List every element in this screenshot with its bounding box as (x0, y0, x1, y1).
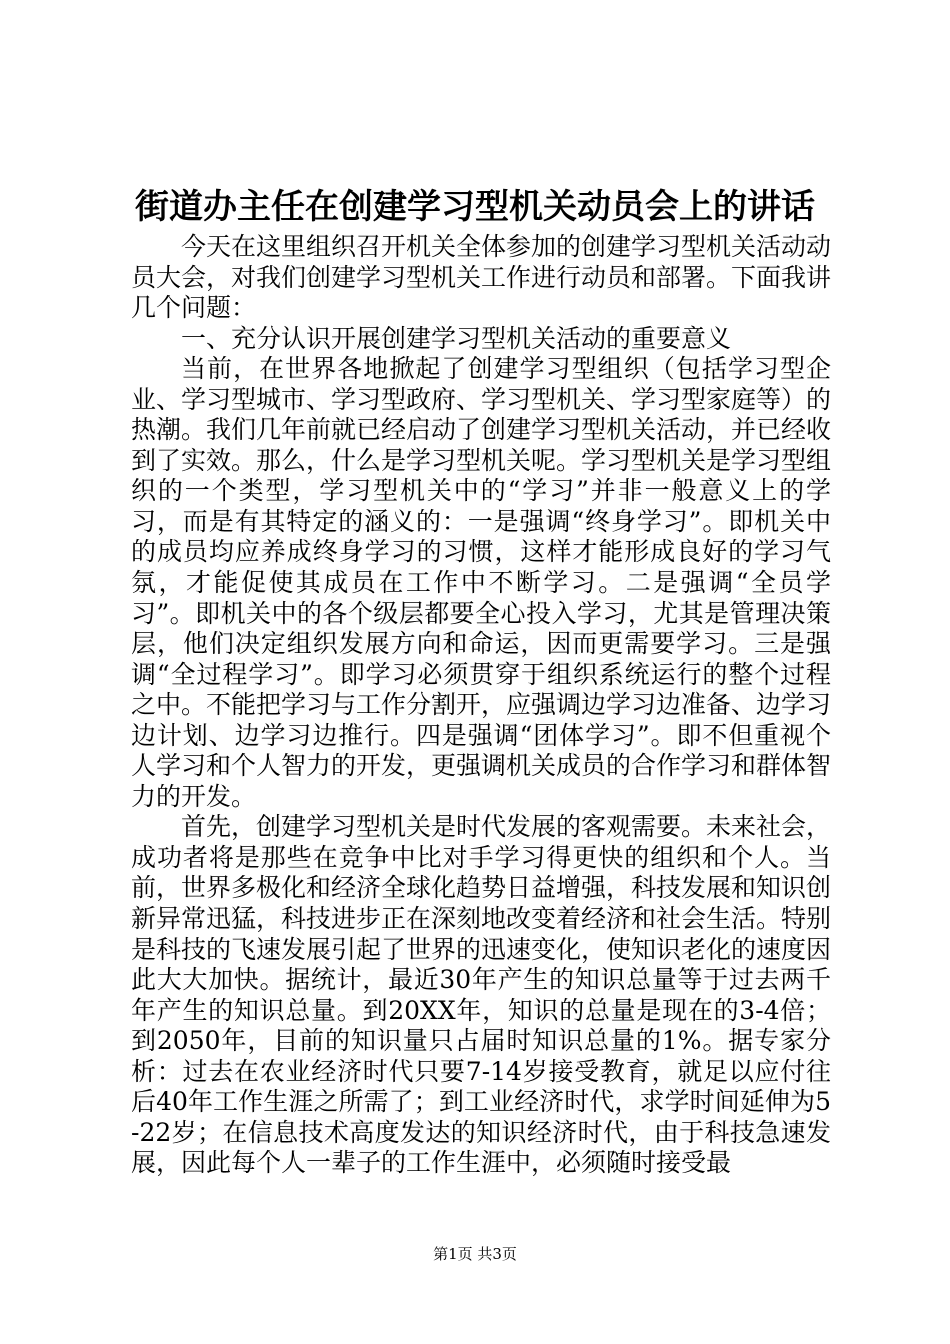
paragraph-era-development: 首先，创建学习型机关是时代发展的客观需要。未来社会，成功者将是那些在竞争中比对手学习得更快的组织和个人。当前，世界多极化和经济全球化趋势日益增强，科技发展和知识创新异常迅猛，科技进步正在深刻地改变着经济和社会生活。特别是科技的飞速发展引起了世界的迅速变化，使知识老化的速度因此大大加快。据统计，最近30年产生的知识总量等于过去两千年产生的知识总量。到20XX年，知识的总量是现在的3-4倍；到2050年，目前的知识量只占届时知识总量的1%。据专家分析：过去在农业经济时代只要7-14岁接受教育，就足以应付往后40年工作生涯之所需了；到工业经济时代，求学时间延伸为5-22岁；在信息技术高度发达的知识经济时代，由于科技急速发展，因此每个人一辈子的工作生涯中，必须随时接受最 (131, 812, 832, 1178)
document-title: 街道办主任在创建学习型机关动员会上的讲话 (135, 187, 815, 227)
paragraph-intro: 今天在这里组织召开机关全体参加的创建学习型机关活动动员大会，对我们创建学习型机关工作进行动员和部署。下面我讲几个问题： (131, 232, 832, 323)
paragraph-learning-organization: 当前，在世界各地掀起了创建学习型组织（包括学习型企业、学习型城市、学习型政府、学习型机关、学习型家庭等）的热潮。我们几年前就已经启动了创建学习型机关活动，并已经收到了实效。那么，什么是学习型机关呢。学习型机关是学习型组织的一个类型，学习型机关中的“学习”并非一般意义上的学习，而是有其特定的涵义的：一是强调“终身学习”。即机关中的成员均应养成终身学习的习惯，这样才能形成良好的学习气氛，才能促使其成员在工作中不断学习。二是强调“全员学习”。即机关中的各个级层都要全心投入学习，尤其是管理决策层，他们决定组织发展方向和命运，因而更需要学习。三是强调“全过程学习”。即学习必须贯穿于组织系统运行的整个过程之中。不能把学习与工作分割开，应强调边学习边准备、边学习边计划、边学习边推行。四是强调“团体学习”。即不但重视个人学习和个人智力的开发，更强调机关成员的合作学习和群体智力的开发。 (131, 354, 832, 811)
document-body (131, 232, 831, 1179)
section-heading-1: 一、充分认识开展创建学习型机关活动的重要意义 (181, 323, 732, 353)
page-number-footer: 第1页 共3页 (433, 1245, 517, 1263)
